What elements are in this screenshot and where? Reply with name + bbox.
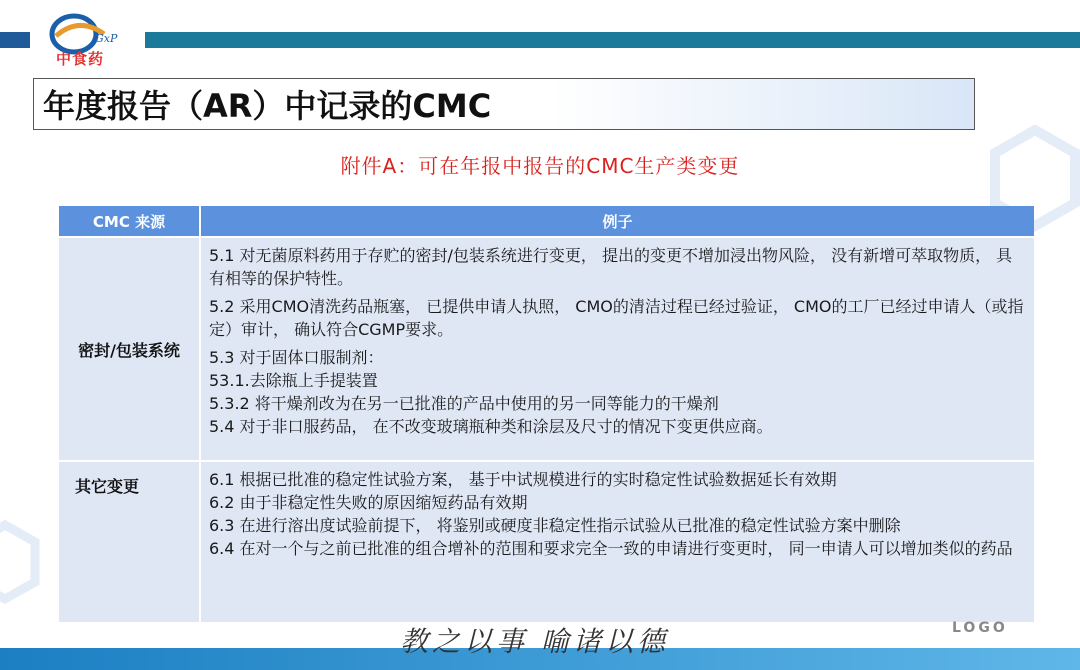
row-source-label: 密封/包装系统 [59, 238, 199, 460]
row-examples [201, 238, 1034, 460]
top-bar-left [0, 32, 30, 48]
top-bar-right [145, 32, 1080, 48]
example-item: 53.1.去除瓶上手提装置 [209, 371, 378, 390]
example-item: 5.3 对于固体口服制剂： [209, 348, 384, 367]
footer-motto: 教之以事 喻诸以德 [400, 625, 669, 658]
example-item: 6.1 根据已批准的稳定性试验方案， 基于中试规模进行的实时稳定性试验数据延长有效期 [209, 470, 837, 489]
row-examples [201, 462, 1034, 622]
page-title: 年度报告（AR）中记录的CMC [43, 87, 492, 125]
logo-text: 中食药 [56, 50, 105, 68]
table-row [59, 462, 1034, 622]
page-subtitle: 附件A：可在年报中报告的CMC生产类变更 [340, 154, 740, 178]
header-examples: 例子 [201, 206, 1034, 236]
title-box [33, 78, 975, 130]
table-row [59, 238, 1034, 460]
example-item: 6.2 由于非稳定性失败的原因缩短药品有效期 [209, 493, 528, 512]
example-item: 5.4 对于非口服药品， 在不改变玻璃瓶种类和涂层及尺寸的情况下变更供应商。 [209, 417, 773, 436]
example-item: 6.3 在进行溶出度试验前提下， 将鉴别或硬度非稳定性指示试验从已批准的稳定性试验方案中删除 [209, 516, 901, 535]
example-item: 6.4 在对一个与之前已批准的组合增补的范围和要求完全一致的申请进行变更时， 同一申请人可以增加类似的药品 [209, 539, 1013, 558]
example-item: 5.3.2 将干燥剂改为在另一已批准的产品中使用的另一同等能力的干燥剂 [209, 394, 719, 413]
hexagon-decoration-left [0, 520, 40, 610]
logo-subtext: GxP [95, 32, 118, 45]
footer-logo-mark: LOGO [952, 620, 1008, 636]
header-cmc-source: CMC 来源 [59, 206, 199, 236]
cmc-table [59, 206, 1034, 622]
row-source-label: 其它变更 [59, 462, 199, 622]
table-header [59, 206, 1034, 236]
example-item: 5.1 对无菌原料药用于存贮的密封/包装系统进行变更， 提出的变更不增加浸出物风险， 没有新增可萃取物质， 具有相等的保护特性。 [209, 246, 1013, 288]
example-item: 5.2 采用CMO清洗药品瓶塞， 已提供申请人执照， CMO的清洁过程已经过验证， CMO的工厂已经过申请人（或指定）审计， 确认符合CGMP要求。 [209, 297, 1024, 339]
